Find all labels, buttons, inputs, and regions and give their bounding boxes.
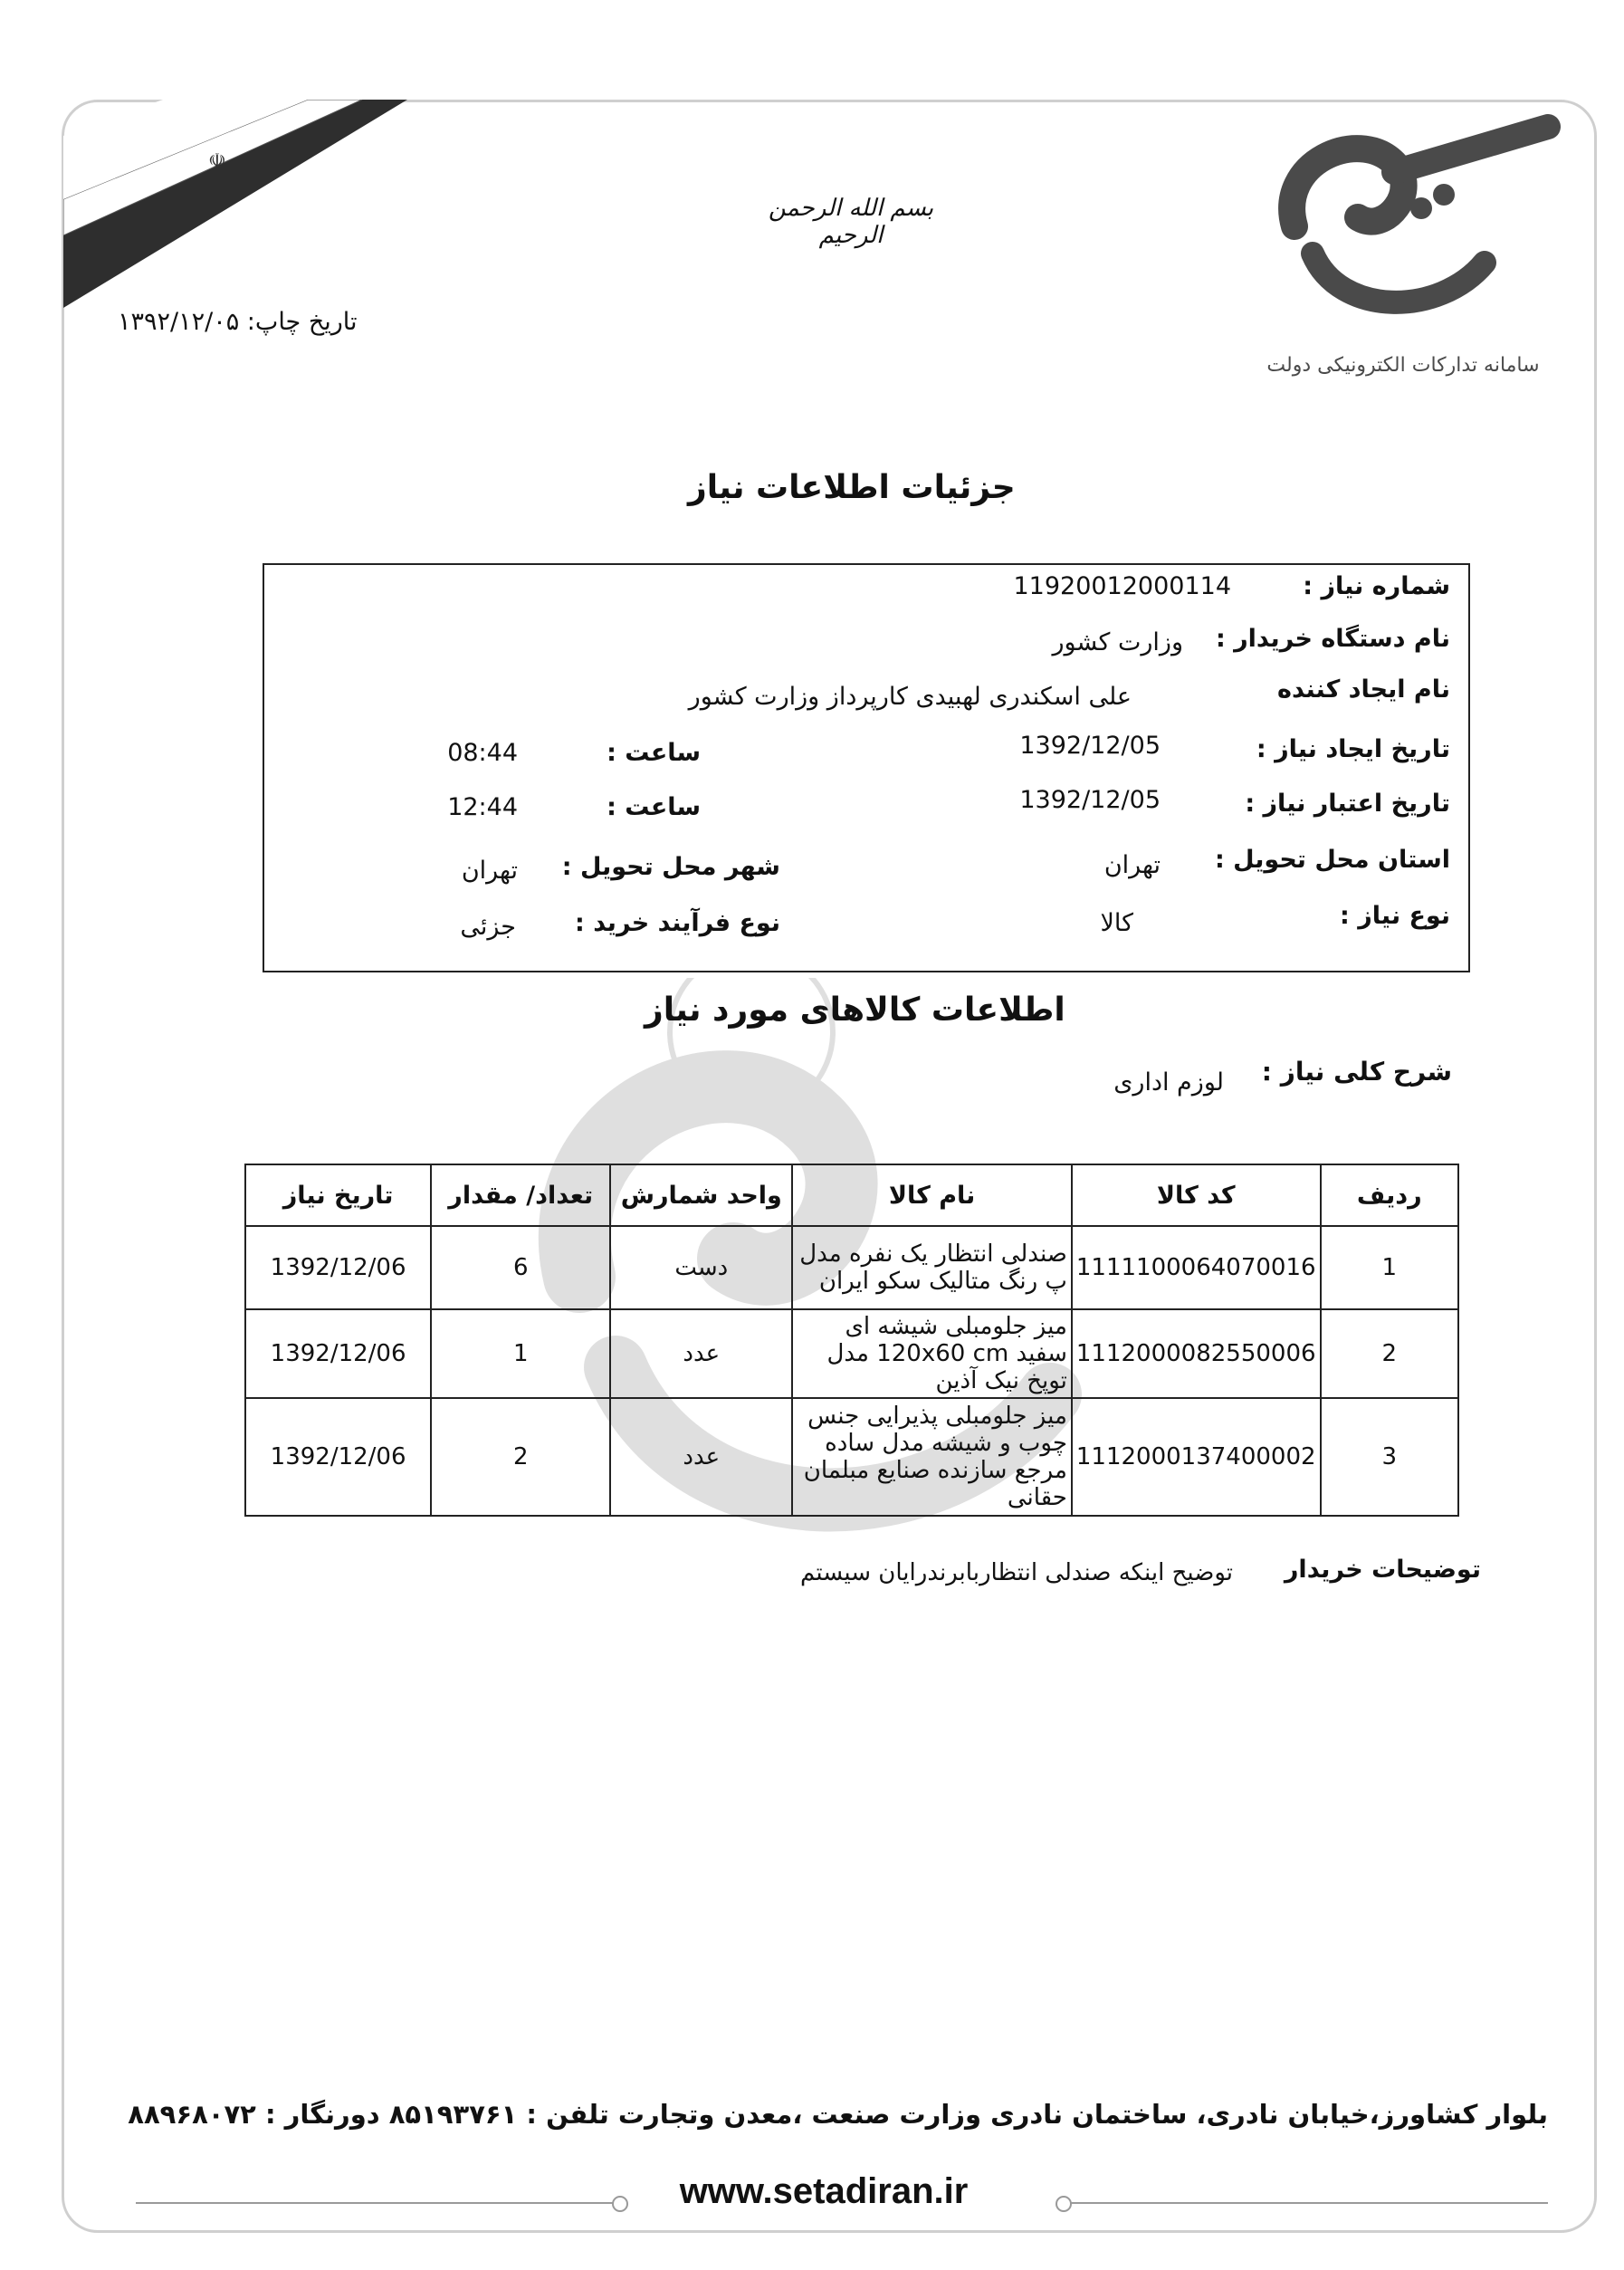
table-header-row (245, 1164, 1458, 1226)
need-type-value: کالا (1100, 909, 1133, 937)
col-header-date: تاریخ نیاز (245, 1164, 431, 1226)
city-label: شهر محل تحویل : (561, 853, 780, 881)
iran-flag-emblem (63, 100, 407, 326)
valid-date-label: تاریخ اعتبار نیاز : (1245, 790, 1450, 818)
footer-address: بلوار کشاورز،خیابان نادری، ساختمان نادری وزارت صنعت ،معدن وتجارت تلفن : ۸۵۱۹۳۷۶۱ دورنگار : ۸۸۹۶۸۰۷۲ (128, 2099, 1548, 2130)
buyer-org-value: وزارت کشور (1052, 628, 1183, 656)
qty-cell: 2 (431, 1398, 610, 1516)
footer-url: www.setadiran.ir (679, 2171, 969, 2211)
footer-dot-left (612, 2196, 628, 2212)
city-value: تهران (461, 857, 518, 885)
col-header-qty: تعداد/ مقدار (431, 1164, 610, 1226)
buyer-desc-value: توضیح اینکه صندلی انتظاربابرندرایان سیستم (800, 1559, 1233, 1586)
logo-caption: سامانه تدارکات الکترونیکی دولت (1266, 354, 1540, 377)
general-desc-label: شرح کلی نیاز : (1261, 1057, 1452, 1087)
goods-table (244, 1164, 1459, 1517)
created-date-label: تاریخ ایجاد نیاز : (1256, 735, 1450, 763)
valid-time-value: 12:44 (447, 793, 518, 821)
created-time-label: ساعت : (607, 739, 701, 767)
date-cell: 1392/12/06 (245, 1226, 431, 1309)
col-header-name: نام کالا (792, 1164, 1072, 1226)
province-label: استان محل تحویل : (1214, 846, 1450, 874)
table-row (245, 1398, 1458, 1516)
setad-logo (1258, 109, 1566, 407)
need-number-label: شماره نیاز : (1303, 572, 1450, 600)
footer-dot-right (1056, 2196, 1072, 2212)
creator-label: نام ایجاد کننده (1277, 675, 1450, 704)
name-cell: میز جلومبلی شیشه ای سفید 120x60 cm مدل توپخ نیک آذین (792, 1309, 1072, 1398)
need-number-value: 11920012000114 (1013, 572, 1231, 600)
col-header-row-number: ردیف (1321, 1164, 1458, 1226)
row-number-cell: 1 (1321, 1226, 1458, 1309)
created-date-value: 1392/12/05 (1019, 732, 1161, 760)
row-number-cell: 2 (1321, 1309, 1458, 1398)
buyer-org-label: نام دستگاه خریدار : (1215, 625, 1450, 653)
code-cell: 1112000082550006 (1072, 1309, 1321, 1398)
print-date: تاریخ چاپ: ۱۳۹۲/۱۲/۰۵ (118, 308, 358, 336)
table-row (245, 1226, 1458, 1309)
unit-cell: عدد (610, 1398, 792, 1516)
basmala-text: بسم الله الرحمن الرحیم (768, 195, 934, 249)
unit-cell: دست (610, 1226, 792, 1309)
basmala (760, 168, 941, 267)
details-title: جزئیات اطلاعات نیاز (688, 469, 1016, 506)
footer-divider-right (1068, 2202, 1548, 2204)
col-header-code: کد کالا (1072, 1164, 1321, 1226)
valid-date-value: 1392/12/05 (1019, 786, 1161, 814)
buyer-desc-label: توضیحات خریدار (1284, 1556, 1481, 1584)
code-cell: 1112000137400002 (1072, 1398, 1321, 1516)
code-cell: 1111100064070016 (1072, 1226, 1321, 1309)
created-time-value: 08:44 (447, 739, 518, 767)
creator-value: علی اسکندری لهبیدی کارپرداز وزارت کشور (688, 683, 1132, 711)
purchase-process-label: نوع فرآیند خرید : (575, 909, 780, 937)
need-details-box (263, 563, 1470, 972)
date-cell: 1392/12/06 (245, 1309, 431, 1398)
general-desc-value: لوزم اداری (1113, 1068, 1224, 1097)
col-header-unit: واحد شمارش (610, 1164, 792, 1226)
name-cell: صندلی انتظار یک نفره مدل پ رنگ متالیک سکو ایران (792, 1226, 1072, 1309)
table-row (245, 1309, 1458, 1398)
qty-cell: 1 (431, 1309, 610, 1398)
valid-time-label: ساعت : (607, 793, 701, 821)
unit-cell: عدد (610, 1309, 792, 1398)
purchase-process-value: جزئی (460, 913, 516, 941)
footer-divider-left (136, 2202, 616, 2204)
svg-text:☫: ☫ (208, 150, 226, 173)
date-cell: 1392/12/06 (245, 1398, 431, 1516)
row-number-cell: 3 (1321, 1398, 1458, 1516)
province-value: تهران (1103, 851, 1161, 879)
name-cell: میز جلومبلی پذیرایی جنس چوب و شیشه مدل ساده مرجع سازنده صنایع مبلمان حقانی (792, 1398, 1072, 1516)
goods-title: اطلاعات کالاهای مورد نیاز (645, 991, 1065, 1029)
qty-cell: 6 (431, 1226, 610, 1309)
need-type-label: نوع نیاز : (1340, 902, 1450, 930)
